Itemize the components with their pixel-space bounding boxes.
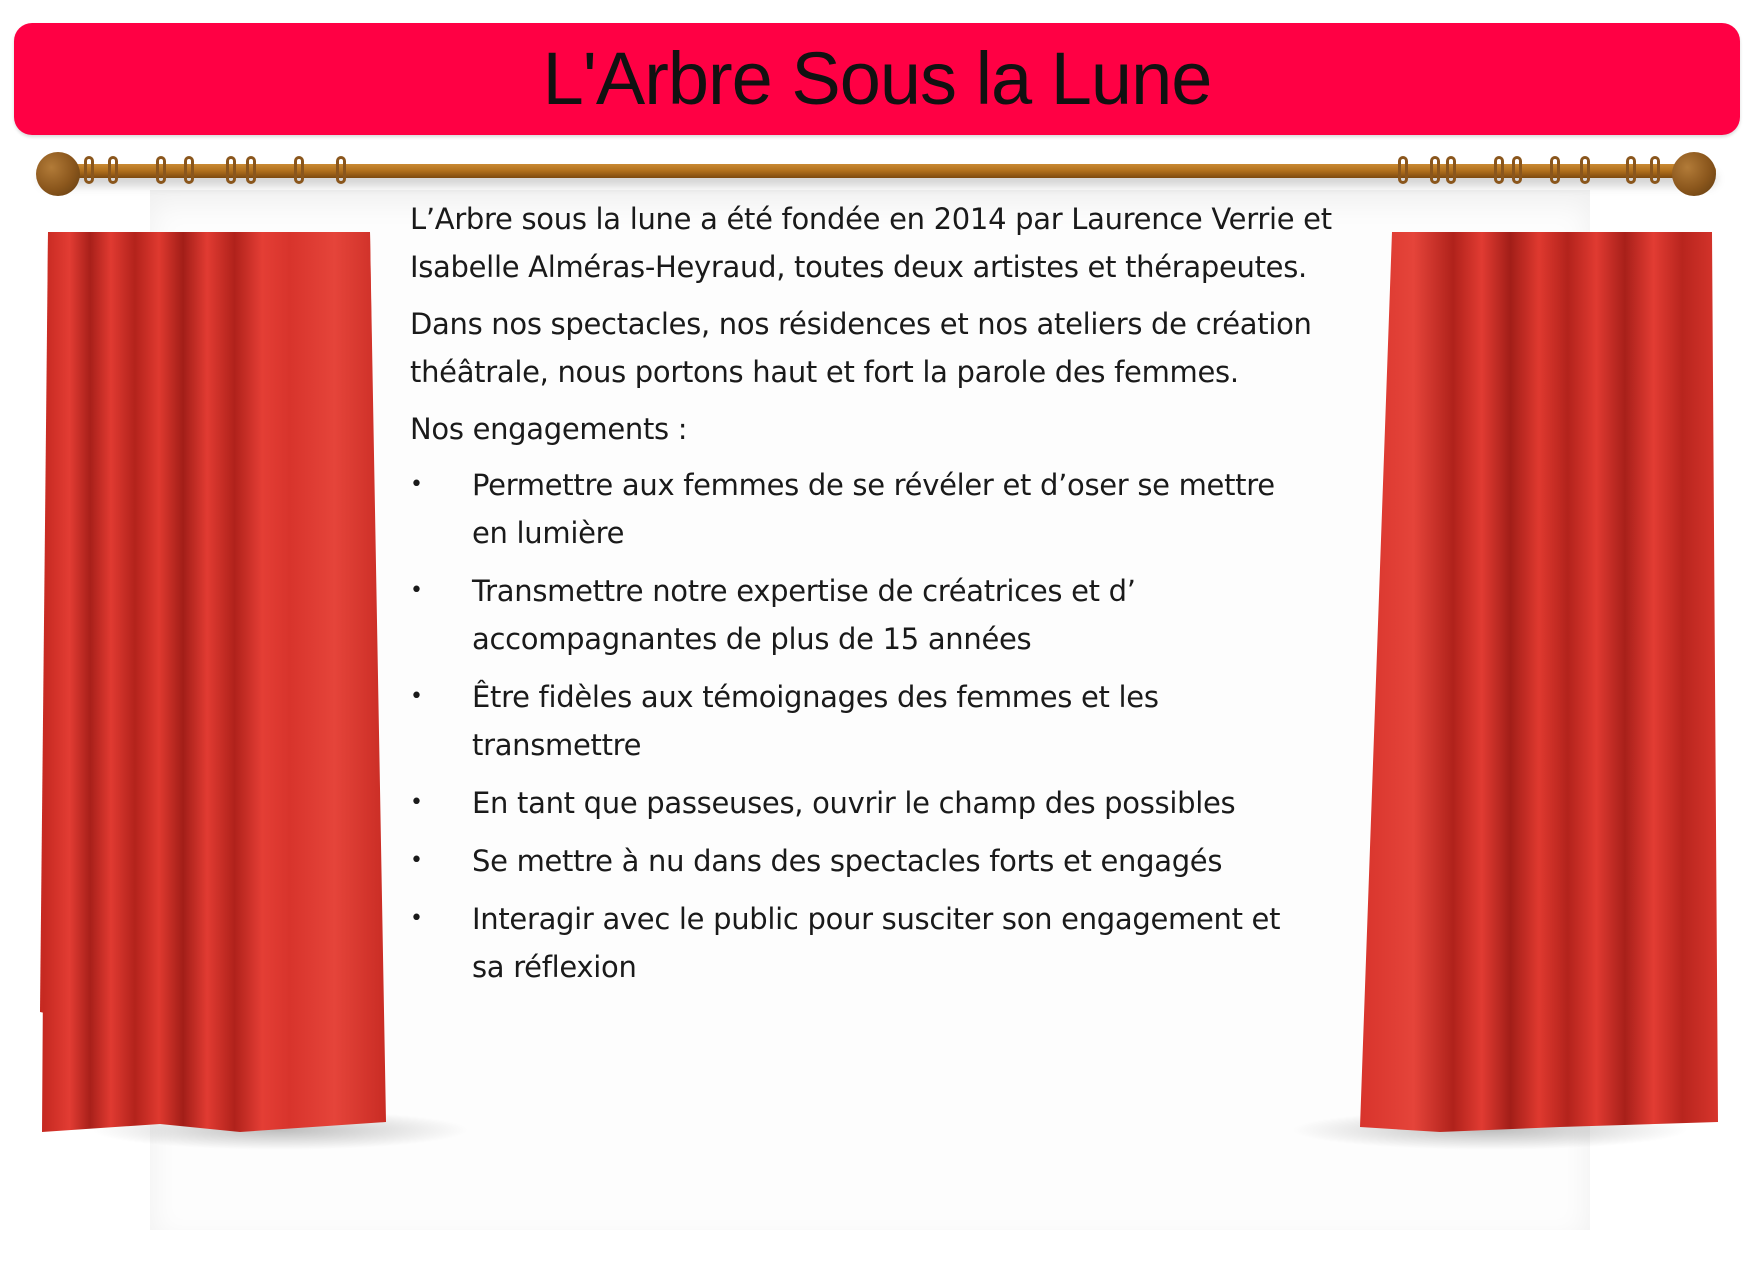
- list-item-text: Être fidèles aux témoignages des femmes et les transmettre: [472, 680, 1159, 762]
- curtain-ring-icon: [1512, 156, 1522, 184]
- bullet-icon: •: [410, 848, 423, 873]
- list-item: [410, 673, 1302, 769]
- rod-finial-right-icon: [1672, 152, 1716, 196]
- curtain-ring-icon: [1494, 156, 1504, 184]
- title-banner: [14, 23, 1740, 135]
- curtain-ring-icon: [1650, 156, 1660, 184]
- curtain-ring-icon: [294, 156, 304, 184]
- bullet-icon: •: [410, 472, 423, 497]
- list-item: [410, 461, 1302, 557]
- bullet-icon: •: [410, 906, 423, 931]
- red-curtain-right-icon: [1320, 202, 1720, 1282]
- curtain-ring-icon: [1398, 156, 1408, 184]
- curtain-ring-icon: [226, 156, 236, 184]
- curtain-ring-icon: [1550, 156, 1560, 184]
- list-item: [410, 779, 1302, 827]
- bullet-icon: •: [410, 790, 423, 815]
- list-item-text: Transmettre notre expertise de créatrices et d’ accompagnantes de plus de 15 années: [472, 574, 1136, 656]
- list-item-text: Permettre aux femmes de se révéler et d’oser se mettre en lumière: [472, 468, 1275, 550]
- curtain-ring-icon: [1626, 156, 1636, 184]
- list-item-text: En tant que passeuses, ouvrir le champ des possibles: [472, 786, 1236, 820]
- engagements-list: [410, 461, 1370, 991]
- list-item-text: Interagir avec le public pour susciter son engagement et sa réflexion: [472, 902, 1281, 984]
- bullet-icon: •: [410, 578, 423, 603]
- engagements-heading: Nos engagements :: [410, 412, 688, 446]
- page-title: L'Arbre Sous la Lune: [542, 37, 1212, 120]
- red-curtain-left-icon: [40, 202, 440, 1282]
- intro-paragraph-1: L’Arbre sous la lune a été fondée en 2014 par Laurence Verrie et Isabelle Alméras-Heyraud, toutes deux artistes et thérapeutes.: [410, 202, 1332, 284]
- curtain-ring-icon: [108, 156, 118, 184]
- curtain-ring-icon: [1580, 156, 1590, 184]
- list-item: [410, 895, 1302, 991]
- main-content: [410, 195, 1370, 1001]
- curtain-rod-icon: [40, 164, 1716, 178]
- list-item: [410, 567, 1302, 663]
- curtain-ring-icon: [84, 156, 94, 184]
- list-item: [410, 837, 1302, 885]
- list-item-text: Se mettre à nu dans des spectacles forts et engagés: [472, 844, 1223, 878]
- curtain-ring-icon: [184, 156, 194, 184]
- rod-finial-left-icon: [36, 152, 80, 196]
- bullet-icon: •: [410, 684, 423, 709]
- curtain-ring-icon: [336, 156, 346, 184]
- curtain-ring-icon: [1430, 156, 1440, 184]
- curtain-ring-icon: [246, 156, 256, 184]
- curtain-ring-icon: [156, 156, 166, 184]
- intro-paragraph-2: Dans nos spectacles, nos résidences et nos ateliers de création théâtrale, nous portons haut et fort la parole des femmes.: [410, 307, 1312, 389]
- curtain-ring-icon: [1446, 156, 1456, 184]
